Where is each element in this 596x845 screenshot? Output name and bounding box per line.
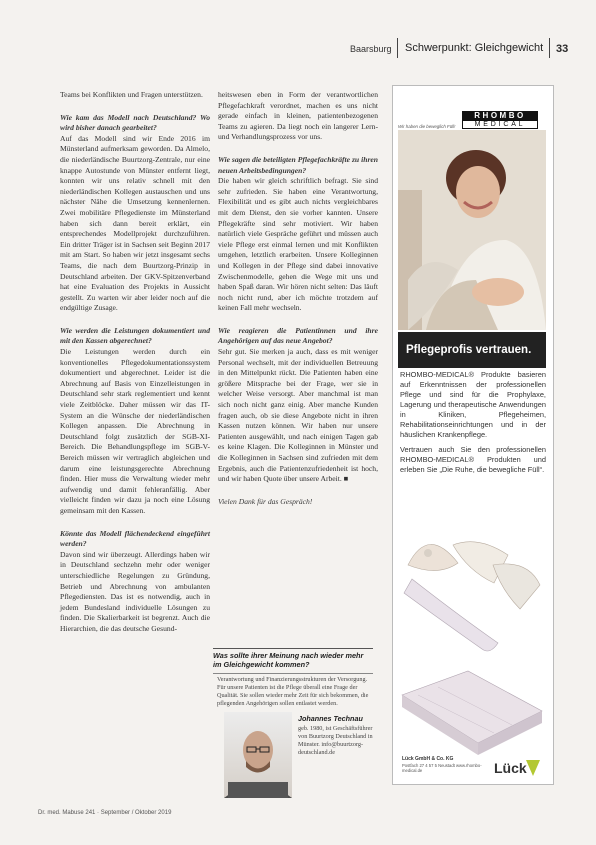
body-paragraph: Davon sind wir überzeugt. Allerdings haben wir in Deutschland sechzehn mehr oder weniger unterschiedliche Regelungen zu Gründung, Betrieb und Abrechnung von ambulanten Pflegediensten. Das ist es notwendig, auch in jedem Bundesland individuelle Lösungen zu finden. Die Skalierbarkeit ist begrenzt. Auch die Hierarchien, die das deutsche Gesund-	[60, 549, 210, 633]
product-mattress	[398, 665, 546, 760]
interview-question: Wie sagen die beteiligten Pflegefachkräfte zu ihren neuen Arbeitsbedingungen?	[218, 154, 378, 175]
mattress-illustration	[398, 665, 546, 760]
interview-question: Wie kam das Modell nach Deutschland? Wo wird bisher danach gearbeitet?	[60, 112, 210, 133]
page-number: 33	[556, 43, 569, 55]
pillow-illustration	[398, 525, 546, 665]
body-paragraph: Teams bei Konflikten und Fragen unterstützen.	[60, 90, 203, 99]
interview-question: Wie reagieren die Patientinnen und ihre Angehörigen auf das neue Angebot?	[218, 325, 378, 346]
person-name: Johannes Technau	[298, 714, 363, 723]
section-label: Baarsburg	[350, 44, 392, 54]
header-divider	[397, 38, 398, 58]
product-pillows	[398, 525, 546, 665]
body-paragraph: Die Leistungen werden durch ein konventionelles Pflegedokumentationssystem dokumentiert und abgerechnet. Leider ist die Abrechnung auf Basis von Einzelleistungen in Deutschland sehr stark reglementiert und kennt viele Zeitblöcke. Daher müssen wir das IT-System an die Wünsche der niederländischen Kollegen anpassen. Die Abrechnung in Deutschland folgt zusätzlich der SGB-XI-Bereich. Die Behandlungspflege im SGB-V-Bereich müssen wir vertraglich abgleichen und darum eine leistungsgerechte Abrechnung finden. Hier muss die Verwaltung wieder mehr aufwendig und damit fehleranfällig. Aber vielleicht finden wir dazu ja noch eine Lösung gemeinsam mit den Kassen.	[60, 347, 210, 515]
brand-logo-bottom: MEDICAL	[462, 120, 538, 129]
closing-thanks: Vielen Dank für das Gespräch!	[218, 496, 313, 506]
header-divider	[549, 38, 550, 58]
ad-headline: Pflegeprofis vertrauen.	[398, 332, 546, 368]
page-footer: Dr. med. Mabuse 241 · September / Oktober 2019	[38, 810, 172, 816]
sidebar-question: Was sollte ihrer Meinung nach wieder mehr im Gleichgewicht kommen?	[213, 651, 364, 670]
sidebar-rule	[213, 673, 373, 674]
body-paragraph: Die haben wir gleich schriftlich befragt. Sie sind sehr zufrieden. Sie haben eine Verantwortung, Flexibilität und es gibt auch nichts vergleichbares mit dem Dienst, den sie vorher kannten. Unsere Pflegekräfte sind sehr motiviert. Wir haben natürlich viele Gespräche geführt und müssen auch viele Pflege erst einmal lernen und mit Konflikten umgehen, letztlich erarbeiten. Unsere Kolleginnen und Kollegen in der Pflege sind dabei innovative Zwischenmodelle, gehen die Wege mit uns und haben Spaß daran. Wir hören nicht selten: Das läuft noch nicht rund, aber ich möchte trotzdem auf keinen Fall mehr wechseln.	[218, 176, 378, 313]
body-paragraph: Sehr gut. Sie merken ja auch, dass es mit weniger Personal wechselt, mit der individuellen Betreuung in den Mittelpunkt rückt. Die Patienten haben eine größere Mitsprache bei der Frage, wer sie in welcher Weise versorgt. Aber manchmal ist man sich noch nicht ganz einig. Aber manche Kunden fragen auch, ob sie diese Angebote nicht in ihren Kassen nutzen können. Wir haben nur unsere Patienten ausgewählt, und nach einigen Tagen gab es keine Klagen. Die Kolleginnen in Münster und die Kolleginnen in Sachsen sind zufrieden mit dem Ergebnis, auch die Patientenzufriedenheit ist hoch, und wir haben Quote über unsere Arbeit. ■	[218, 347, 378, 484]
article-column-1	[60, 90, 210, 635]
company-address: Postfach 27 4 57 5 Neustadt www.rhombo-medical.de	[402, 763, 482, 774]
interview-question: Wie werden die Leistungen dokumentiert und mit den Kassen abgerechnet?	[60, 325, 210, 346]
portrait-icon	[224, 712, 292, 798]
portrait-photo	[224, 712, 292, 798]
nurse-photo-illustration	[398, 130, 546, 330]
body-paragraph: Auf das Modell sind wir Ende 2016 im Münsterland aufmerksam geworden. Da Almelo, die niederländische Buurtzorg-Zentrale, nur eine knappe Autostunde von Münster entfernt liegt, konnten wir uns relativ schnell mit den niederländischen Kollegen austauschen und uns nächster Nähe die Umsetzung kennenlernen. Zwei mobilitäre Pflegedienste im Münsterland haben sich dann bereit erklärt, ein entsprechendes Modellprojekt durchzuführen. Ein dritter Träger ist in Sachsen seit Beginn 2017 mit am Start. So haben wir jetzt insgesamt sechs Teams, die nach dem Buurtzorg-Prinzip in Deutschland arbeiten. Der GKV-Spitzenverband hat eine Evaluation des Projekts in Aussicht gestellt. Zu warten wir aber leider noch auf die endgültige Zusage.	[60, 133, 210, 313]
person-bio: geb. 1980, ist Geschäftsführer von Buurtzorg Deutschland in Münster. info@buurtzorg-deutschland.de	[298, 725, 373, 756]
nurse-photo	[398, 130, 546, 330]
interview-question: Könnte das Modell flächendeckend eingeführt werden?	[60, 528, 210, 549]
ad-body-paragraph: RHOMBO-MEDICAL® Produkte basieren auf Erkenntnissen der professionellen Pflege und sind für die Prophylaxe, Lagerung und therapeutische Anwendungen in Kliniken, Pflegeheimen, Rehabilitationseinrichtungen und in der häuslichen Krankenpflege.	[400, 370, 546, 439]
brand-tagline: Wir haben die beweglich Füll!	[398, 124, 456, 129]
brand-logo-top: RHOMBO	[462, 111, 538, 120]
sidebar-quote: Verantwortung und Finanzierungsstrukturen der Versorgung. Für unsere Patienten ist die Pflege überall eine Frage der Qualität. Sie sollen wieder mehr Zeit für sich bekommen, die pflegenden Angehörigen sollen entlastet werden.	[217, 676, 369, 707]
company-logo: Lück	[494, 760, 527, 776]
article-column-2	[218, 90, 378, 507]
sidebar-rule	[213, 648, 373, 649]
company-name: Lück GmbH & Co. KG	[402, 756, 454, 762]
page-title: Schwerpunkt: Gleichgewicht	[405, 42, 544, 54]
body-paragraph: heitswesen eben in Form der verantwortlichen Pflegefachkraft verordnet, machen es uns nicht gerade einfach in kleinen, patientenbezogenen Teams zu agieren. Da liegt noch ein langerer Lern- und Verhandlungsprozess vor uns.	[218, 90, 378, 142]
ad-body-paragraph: Vertrauen auch Sie den professionellen RHOMBO-MEDICAL® Produkten und erleben Sie „Die Ruhe, die bewegliche Füll“.	[400, 445, 546, 474]
ad-body	[400, 370, 546, 475]
